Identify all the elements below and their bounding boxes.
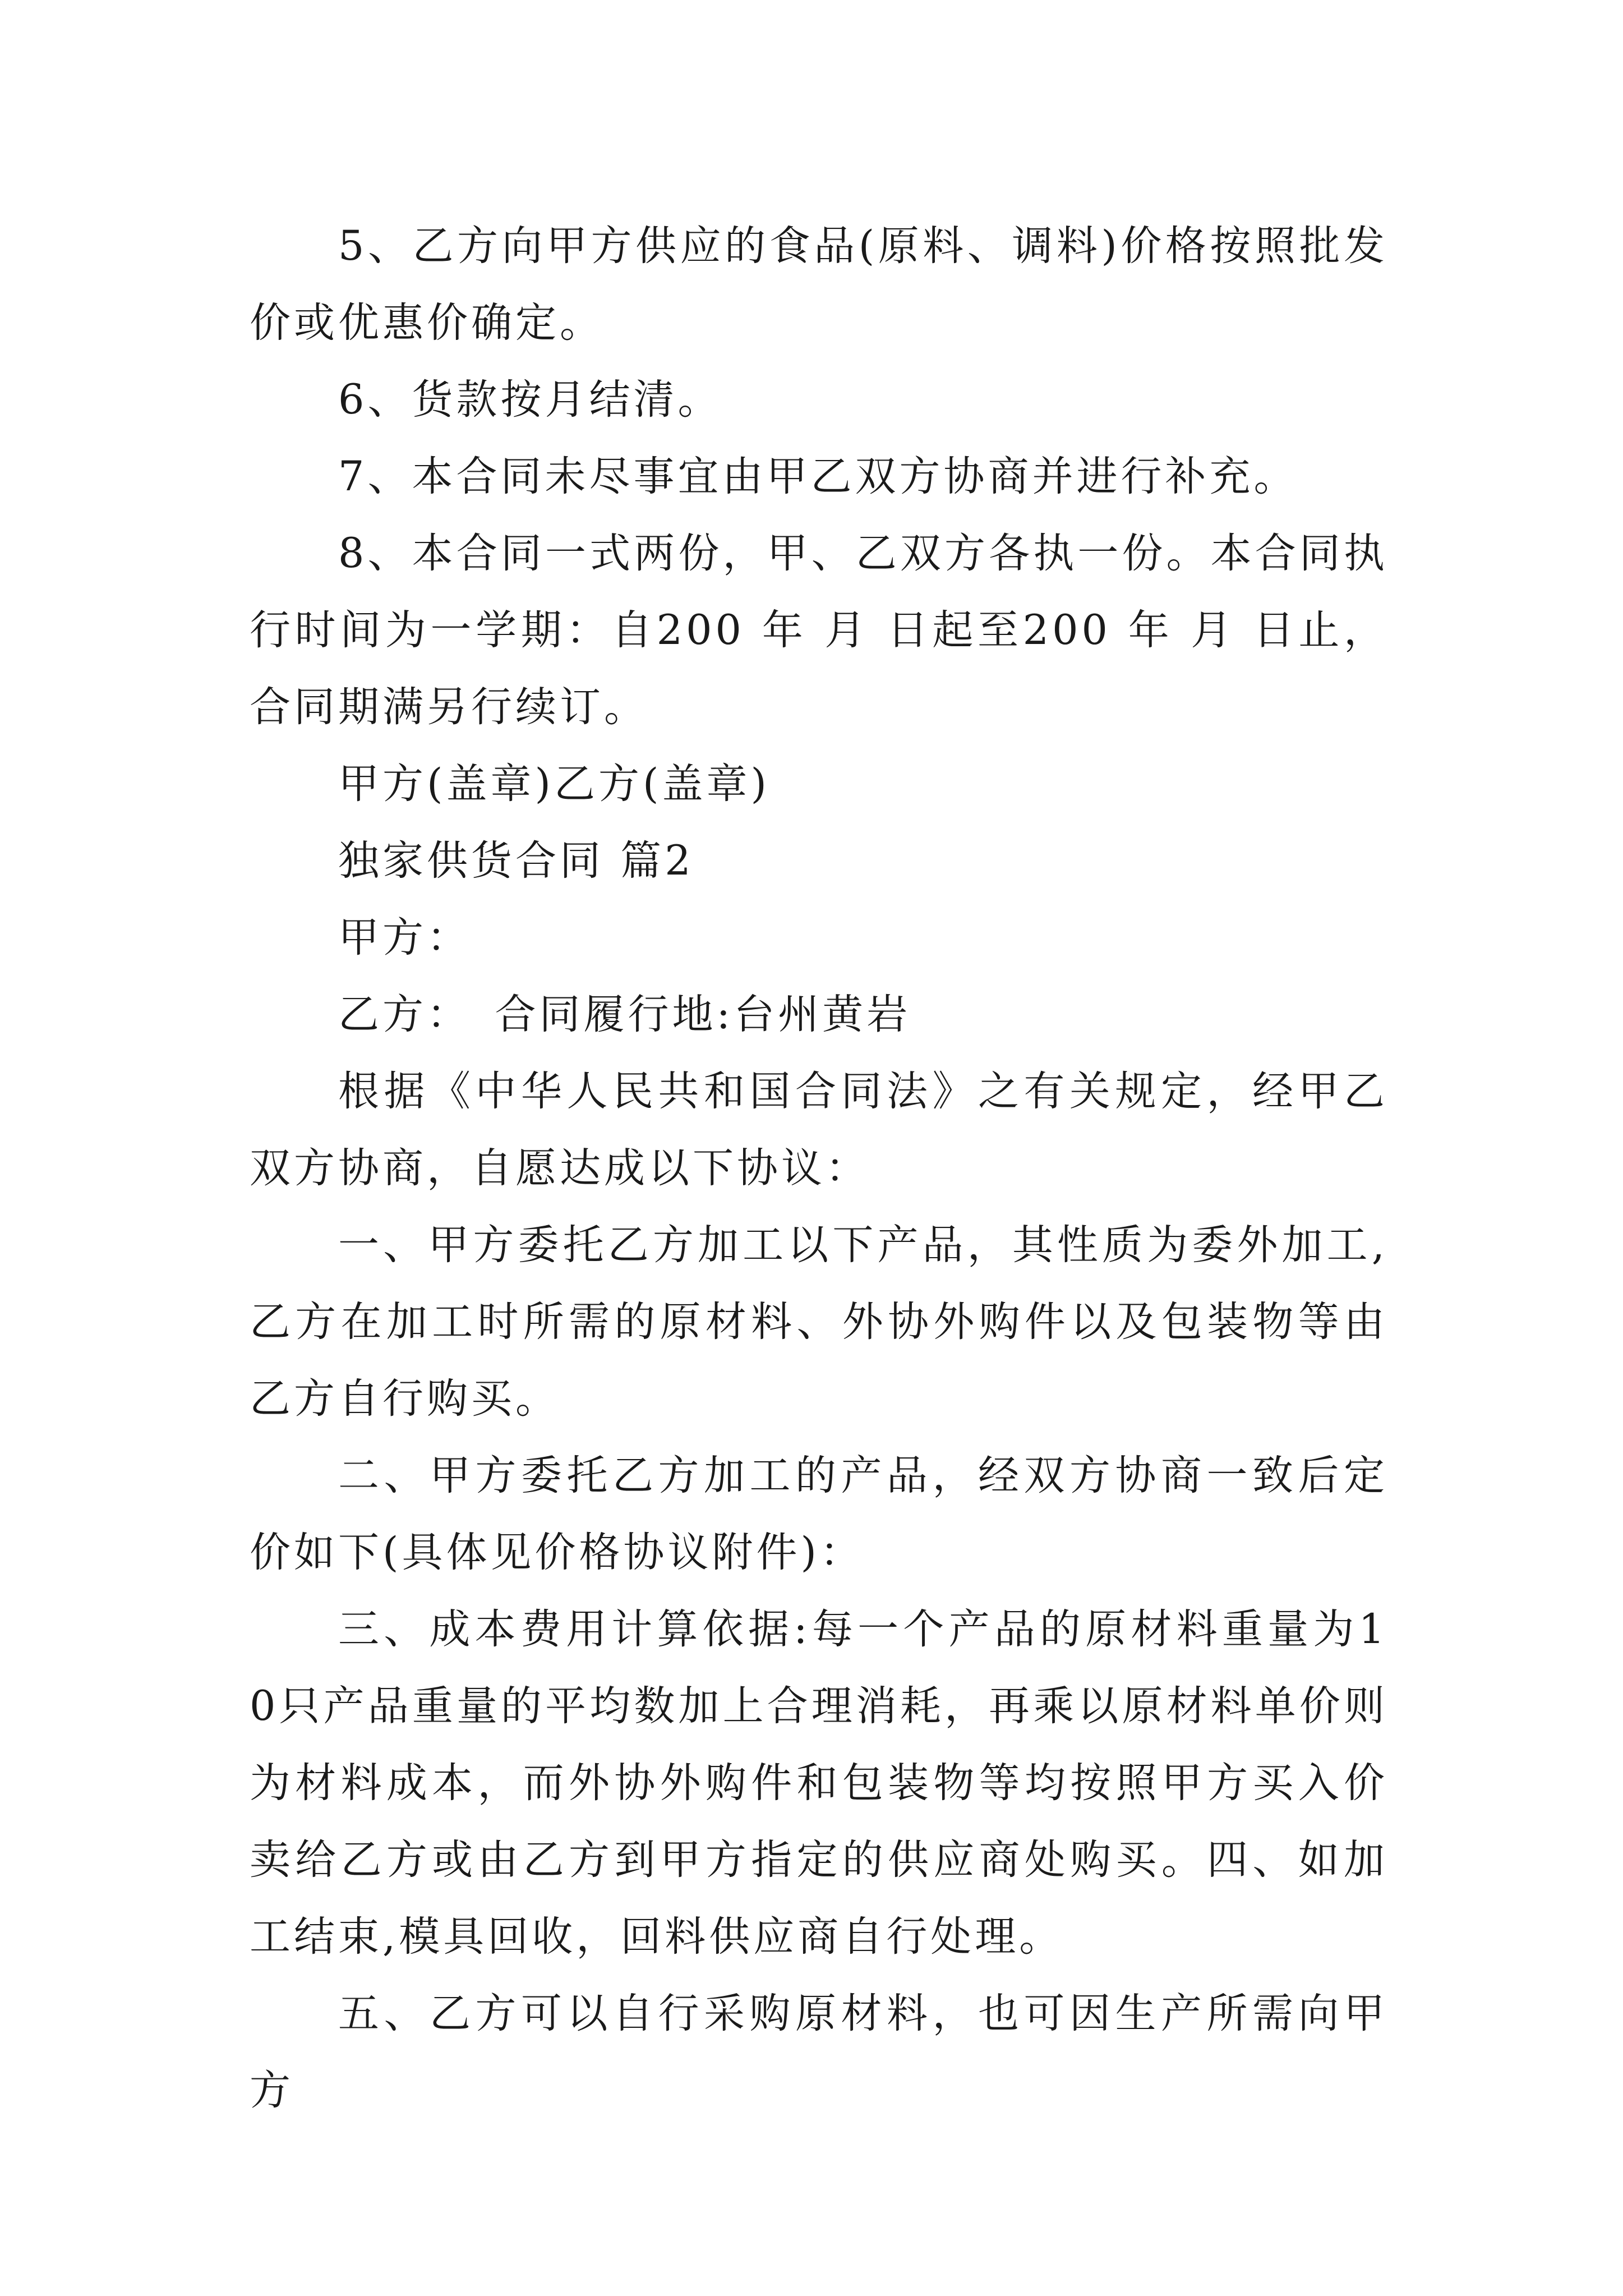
clause-three-four: 三、成本费用计算依据:每一个产品的原材料重量为10只产品重量的平均数加上合理消耗，再乘以原材料单价则为材料成本，而外协外购件和包装物等均按照甲方买入价卖给乙方或由乙方到甲方指定的供应商处购买。四、如加工结束,模具回收，回料供应商自行处理。	[250, 1605, 1388, 1961]
paragraph-payment: 6、货款按月结清。	[338, 376, 722, 424]
clause-five: 五、乙方可以自行采购原材料，也可因生产所需向甲方	[250, 1990, 1388, 2114]
clause-two: 二、甲方委托乙方加工的产品，经双方协商一致后定价如下(具体见价格协议附件)：	[250, 1452, 1388, 1576]
paragraph-basis: 根据《中华人民共和国合同法》之有关规定，经甲乙双方协商，自愿达成以下协议：	[250, 1068, 1388, 1192]
section-heading: 独家供货合同 篇2	[338, 837, 694, 885]
paragraph-seals: 甲方(盖章)乙方(盖章)	[338, 760, 770, 808]
paragraph-copies-term: 8、本合同一式两份，甲、乙双方各执一份。本合同执行时间为一学期：自200 年 月 日起至200 年 月 日止，合同期满另行续订。	[250, 530, 1388, 731]
paragraph-supplement: 7、本合同未尽事宜由甲乙双方协商并进行补充。	[338, 453, 1298, 500]
clause-one: 一、甲方委托乙方加工以下产品，其性质为委外加工,乙方在加工时所需的原材料、外协外购件以及包装物等由乙方自行购买。	[250, 1221, 1388, 1423]
paragraph-price-terms: 5、乙方向甲方供应的食品(原料、调料)价格按照批发价或优惠价确定。	[250, 222, 1388, 347]
party-a-line: 甲方：	[338, 914, 471, 961]
contract-text	[250, 208, 1388, 2129]
party-b-line: 乙方： 合同履行地:台州黄岩	[338, 991, 911, 1038]
